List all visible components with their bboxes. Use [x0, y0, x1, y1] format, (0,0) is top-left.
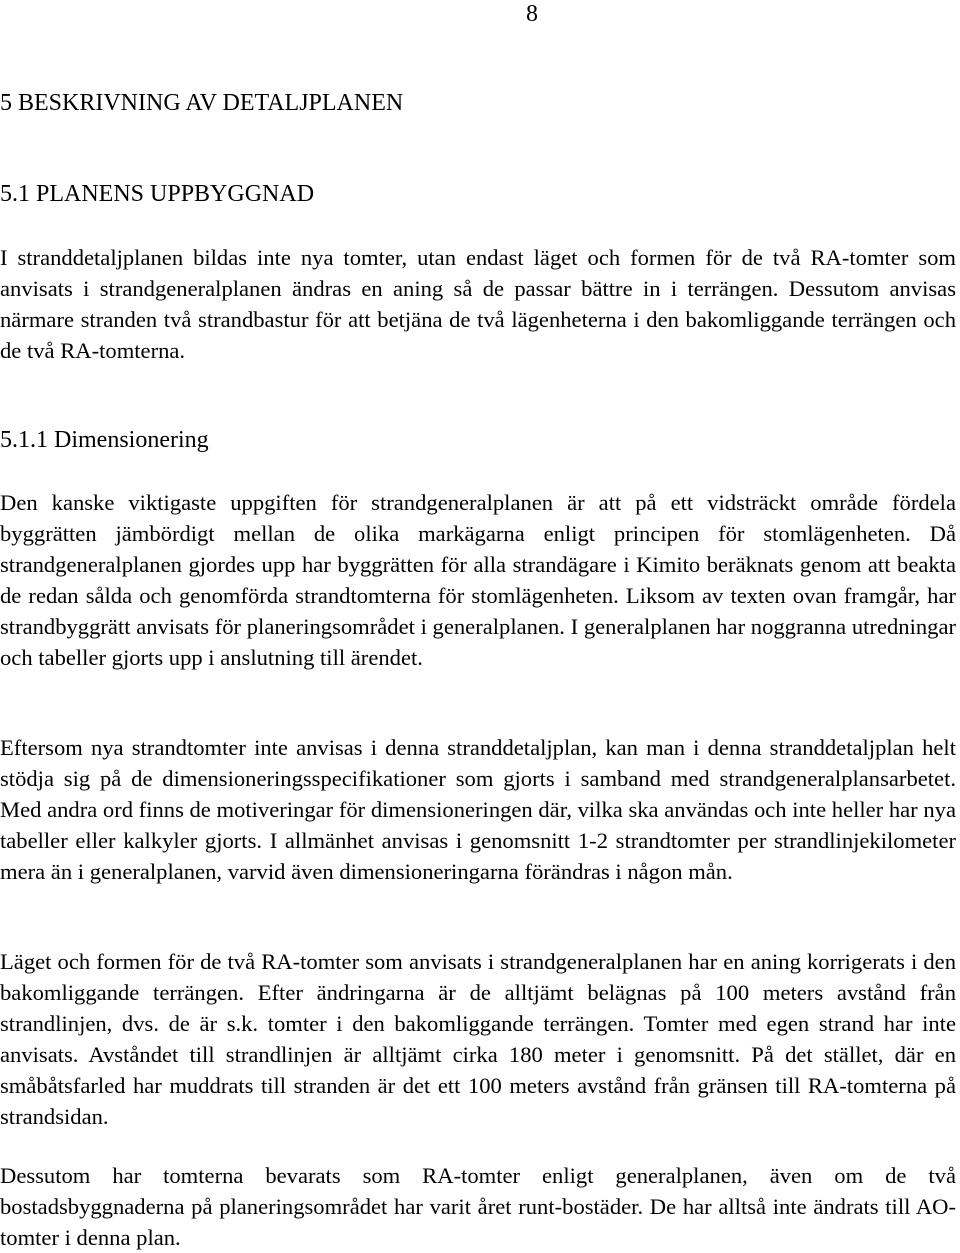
section-heading: 5 BESKRIVNING AV DETALJPLANEN: [0, 90, 404, 116]
location-paragraph: Läget och formen för de två RA-tomter som anvisats i strandgeneralplanen har en aning korrigerats i den bakomliggande terrängen. Efter ändringarna är de alltjämt belägnas på 100 meters avstånd från strandlinjen, dvs. de är s.k. tomter i den bakomliggande terrängen. Tomter med egen strand har inte anvisats. Avståndet till strandlinjen är alltjämt cirka 180 meter i genomsnitt. På det stället, där en småbåtsfarled har muddrats till stranden är det ett 100 meters avstånd från gränsen till RA-tomterna på strandsidan.: [0, 949, 956, 1129]
subsubsection-heading: 5.1.1 Dimensionering: [0, 427, 209, 453]
specifications-paragraph: Eftersom nya strandtomter inte anvisas i denna stranddetaljplan, kan man i denna stranddetaljplan helt stödja sig på de dimensioneringsspecifikationer som gjorts i samband med strandgeneralplansarbetet. Med andra ord finns de motiveringar för dimensioneringen där, vilka ska användas och inte heller har nya tabeller eller kalkyler gjorts. I allmänhet anvisas i genomsnitt 1-2 strandtomter per strandlinjekilometer mera än i generalplanen, varvid även dimensioneringarna förändras i någon mån.: [0, 735, 956, 884]
intro-paragraph: I stranddetaljplanen bildas inte nya tomter, utan endast läget och formen för de två RA-tomter som anvisats i strandgeneralplanen ändras en aning så de passar bättre in i terrängen. Dessutom anvisas närmare stranden två strandbastur för att betjäna de två lägenheterna i den bakomliggande terrängen och de två RA-tomterna.: [0, 245, 956, 363]
subsection-heading: 5.1 PLANENS UPPBYGGNAD: [0, 181, 315, 207]
dimensioning-paragraph: Den kanske viktigaste uppgiften för strandgeneralplanen är att på ett vidsträckt område fördela byggrätten jämbördigt mellan de olika markägarna enligt principen för stomlägenheten. Då strandgeneralplanen gjordes upp har byggrätten för alla strandägare i Kimito beräknats genom att beakta de redan sålda och genomförda strandtomterna för stomlägenheten. Liksom av texten ovan framgår, har strandbyggrätt anvisats för planeringsområdet i generalplanen. I generalplanen har noggranna utredningar och tabeller gjorts upp i anslutning till ärendet.: [0, 490, 956, 670]
page-number: 8: [526, 1, 538, 27]
conclusion-paragraph: Dessutom har tomterna bevarats som RA-tomter enligt generalplanen, även om de två bostadsbyggnaderna på planeringsområdet har varit året runt-bostäder. De har alltså inte ändrats till AO-tomter i denna plan.: [0, 1163, 956, 1250]
